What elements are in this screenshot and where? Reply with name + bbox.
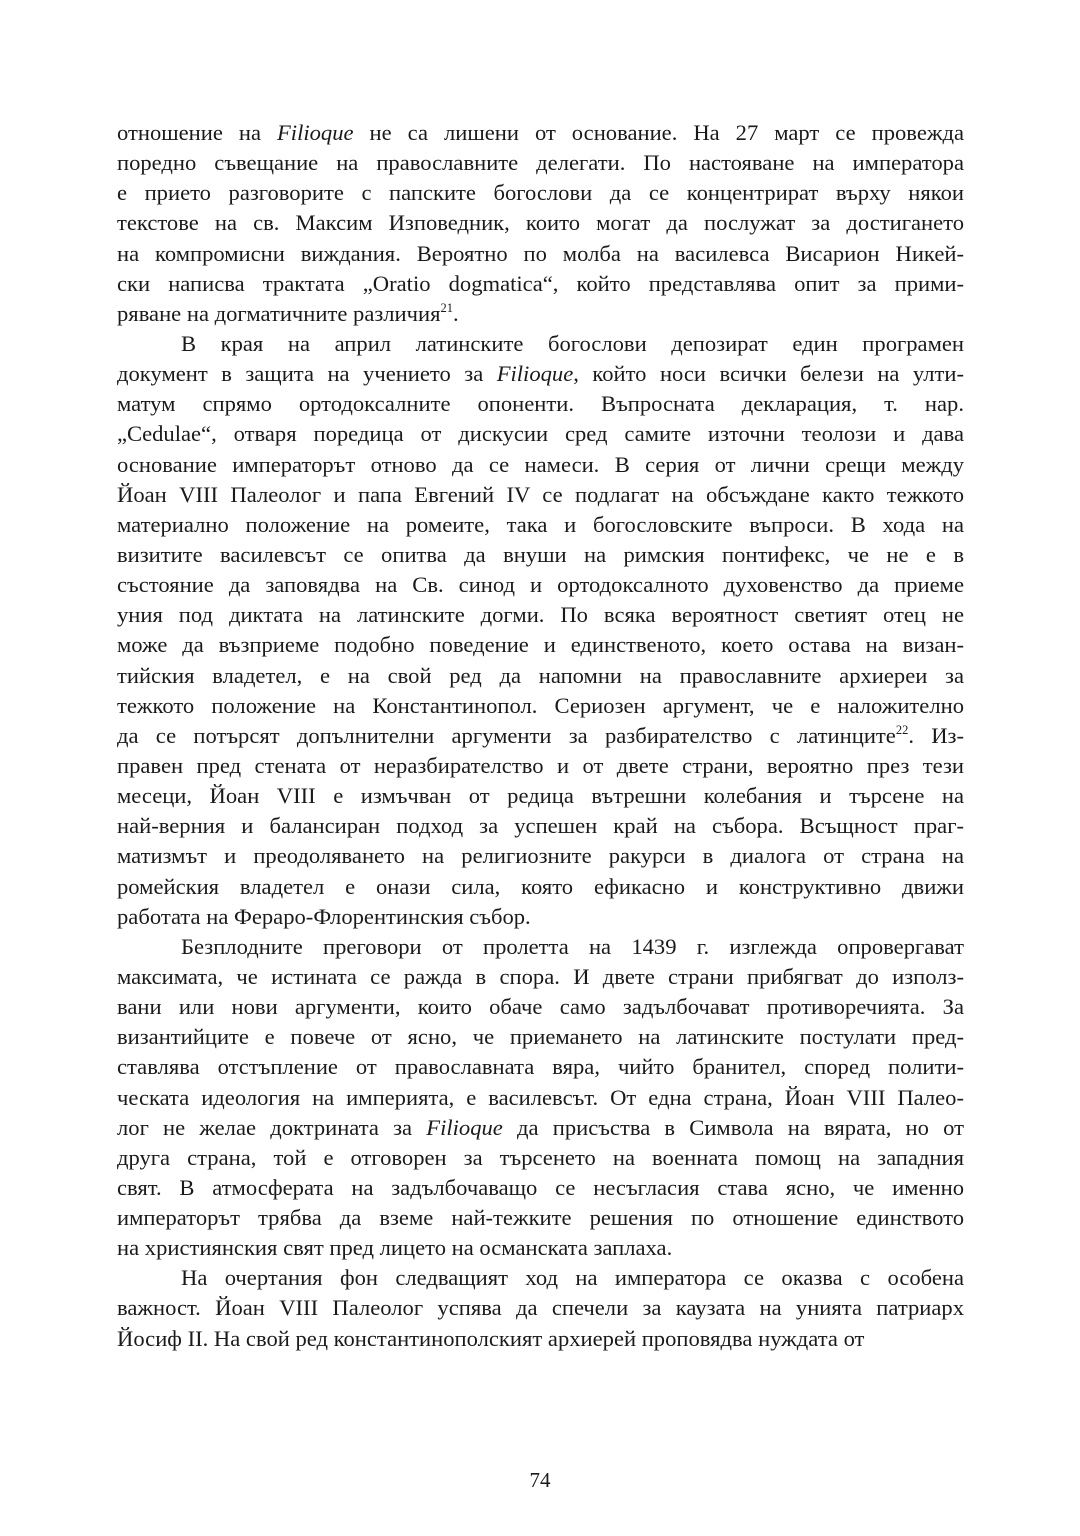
- text-line: [117, 1083, 964, 1113]
- text-run: месеци, Йоан VIII е измъчван от редица вътрешни колебания и търсене на: [117, 783, 964, 809]
- text-line: [117, 600, 964, 630]
- text-run: не са лишени от основание. На 27 март се провежда: [353, 120, 964, 145]
- text-line: [117, 992, 964, 1022]
- text-line: [117, 1324, 964, 1354]
- text-run: тежкото положение на Константинопол. Сериозен аргумент, че е наложително: [117, 692, 964, 718]
- text-run: друга страна, той е отговорен за търсенето на военната помощ на западния: [117, 1144, 964, 1170]
- text-line: [117, 148, 964, 178]
- text-line: [117, 1263, 964, 1293]
- text-run: е прието разговорите с папските богослови да се концентрират върху някои: [117, 180, 964, 206]
- text-run: поредно съвещание на православните делегати. По настояване на императора: [117, 150, 964, 176]
- text-line: [117, 962, 964, 992]
- text-run: визитите василевсът се опитва да внуши на римския понтифекс, че не е в: [117, 541, 964, 567]
- text-line: [117, 1113, 964, 1143]
- text-run: византийците е повече от ясно, че приемането на латинските постулати пред-: [117, 1024, 964, 1050]
- text-run: текстове на св. Максим Изповедник, които могат да послужат за достигането: [117, 210, 964, 236]
- text-line: [117, 299, 964, 329]
- text-run: .: [453, 300, 459, 326]
- paragraph: [117, 329, 964, 932]
- text-line: [117, 389, 964, 419]
- text-line: [117, 1233, 964, 1263]
- text-run: работата на Фераро-Флорентинския събор.: [117, 903, 531, 929]
- page-number: 74: [529, 1468, 551, 1492]
- text-run: „Cedulae“, отваря поредица от дискусии сред самите източни теолози и дава: [117, 421, 964, 447]
- italic-term: Filioque: [277, 120, 354, 145]
- text-run: максимата, че истината се ражда в спора. И двете страни прибягват до използ-: [117, 963, 964, 989]
- text-run: , който носи всички белези на улти-: [573, 361, 964, 387]
- body-text: [117, 118, 964, 1354]
- text-line: [117, 208, 964, 238]
- text-run: свят. В атмосферата на задълбочаващо се несъгласия става ясно, че именно: [117, 1174, 964, 1200]
- text-line: [117, 1173, 964, 1203]
- text-line: [117, 329, 964, 359]
- text-line: [117, 872, 964, 902]
- text-run: на християнския свят пред лицето на османската заплаха.: [117, 1235, 673, 1261]
- text-line: [117, 450, 964, 480]
- text-line: [117, 510, 964, 540]
- text-line: [117, 932, 964, 962]
- text-run: ческата идеология на империята, е василевсът. От една страна, Йоан VIII Палео-: [117, 1084, 964, 1110]
- text-run: на компромисни виждания. Вероятно по молба на василевса Висарион Никей-: [117, 240, 964, 266]
- text-line: [117, 359, 964, 389]
- text-run: ромейския владетел е онази сила, която ефикасно и конструктивно движи: [117, 873, 964, 899]
- text-run: правен пред стената от неразбирателство и от двете страни, вероятно през тези: [117, 752, 964, 778]
- text-run: най-верния и балансиран подход за успешен край на събора. Всъщност праг-: [117, 813, 964, 839]
- text-run: лог не желае доктрината за: [117, 1114, 427, 1140]
- text-line: [117, 721, 964, 751]
- text-line: [117, 841, 964, 871]
- text-run: да присъства в Символа на вярата, но от: [502, 1114, 965, 1140]
- text-run: На очертания фон следващият ход на императора се оказва с особена: [181, 1265, 964, 1291]
- paragraph: [117, 1263, 964, 1353]
- text-run: може да възприеме подобно поведение и единственото, което остава на визан-: [117, 632, 964, 658]
- text-line: [117, 751, 964, 781]
- text-line: [117, 630, 964, 660]
- text-run: Йоан VIII Палеолог и папа Евгений IV се подлагат на обсъждане както тежкото: [117, 481, 964, 507]
- text-run: ряване на догматичните различия: [117, 300, 441, 326]
- text-line: [117, 1203, 964, 1233]
- text-run: основание императорът отново да се намеси. В серия от лични срещи между: [117, 451, 964, 477]
- text-line: [117, 1022, 964, 1052]
- paragraph: [117, 932, 964, 1264]
- text-line: [117, 1052, 964, 1082]
- text-line: [117, 570, 964, 600]
- paragraph: [117, 118, 964, 329]
- text-run: документ в защита на учението за: [117, 361, 497, 387]
- text-run: . Из-: [908, 722, 964, 748]
- text-run: материално положение на ромеите, така и богословските въпроси. В хода на: [117, 511, 964, 537]
- text-run: матизмът и преодоляването на религиозните ракурси в диалога от страна на: [117, 843, 964, 869]
- text-line: [117, 480, 964, 510]
- text-run: матум спрямо ортодоксалните опоненти. Въпросната декларация, т. нар.: [117, 391, 964, 417]
- text-run: уния под диктата на латинските догми. По всяка вероятност светият отец не: [117, 602, 964, 628]
- text-run: отношение на: [117, 120, 277, 145]
- text-line: [117, 691, 964, 721]
- text-run: ставлява отстъпление от православната вяра, чийто бранител, според полити-: [117, 1054, 964, 1080]
- text-line: [117, 781, 964, 811]
- footnote-reference[interactable]: 22: [895, 722, 909, 737]
- text-line: [117, 1293, 964, 1323]
- text-run: ски написва трактата „Oratio dogmatica“, който представлява опит за прими-: [117, 270, 964, 296]
- text-line: [117, 661, 964, 691]
- text-run: Безплодните преговори от пролетта на 1439 г. изглежда опровергават: [181, 933, 964, 959]
- text-run: състояние да заповядва на Св. синод и ортодоксалното духовенство да приеме: [117, 572, 964, 598]
- text-line: [117, 178, 964, 208]
- text-line: [117, 540, 964, 570]
- text-run: вани или нови аргументи, които обаче само задълбочават противоречията. За: [117, 994, 964, 1020]
- text-line: [117, 269, 964, 299]
- text-run: тийския владетел, е на свой ред да напомни на православните архиереи за: [117, 662, 964, 688]
- italic-term: Filioque: [496, 361, 574, 387]
- text-line: [117, 1143, 964, 1173]
- text-run: императорът трябва да вземе най-тежките решения по отношение единството: [117, 1205, 964, 1231]
- text-run: В края на април латинските богослови депозират един програмен: [181, 330, 964, 356]
- text-line: [117, 118, 964, 148]
- text-run: важност. Йоан VIII Палеолог успява да спечели за каузата на унията патриарх: [117, 1295, 964, 1321]
- text-line: [117, 239, 964, 269]
- text-line: [117, 811, 964, 841]
- text-run: Йосиф II. На свой ред константинополският архиерей проповядва нуждата от: [117, 1325, 865, 1351]
- italic-term: Filioque: [426, 1114, 503, 1140]
- text-line: [117, 902, 964, 932]
- text-line: [117, 419, 964, 449]
- footnote-reference[interactable]: 21: [440, 300, 453, 315]
- text-run: да се потърсят допълнителни аргументи за разбирателство с латинците: [117, 722, 896, 748]
